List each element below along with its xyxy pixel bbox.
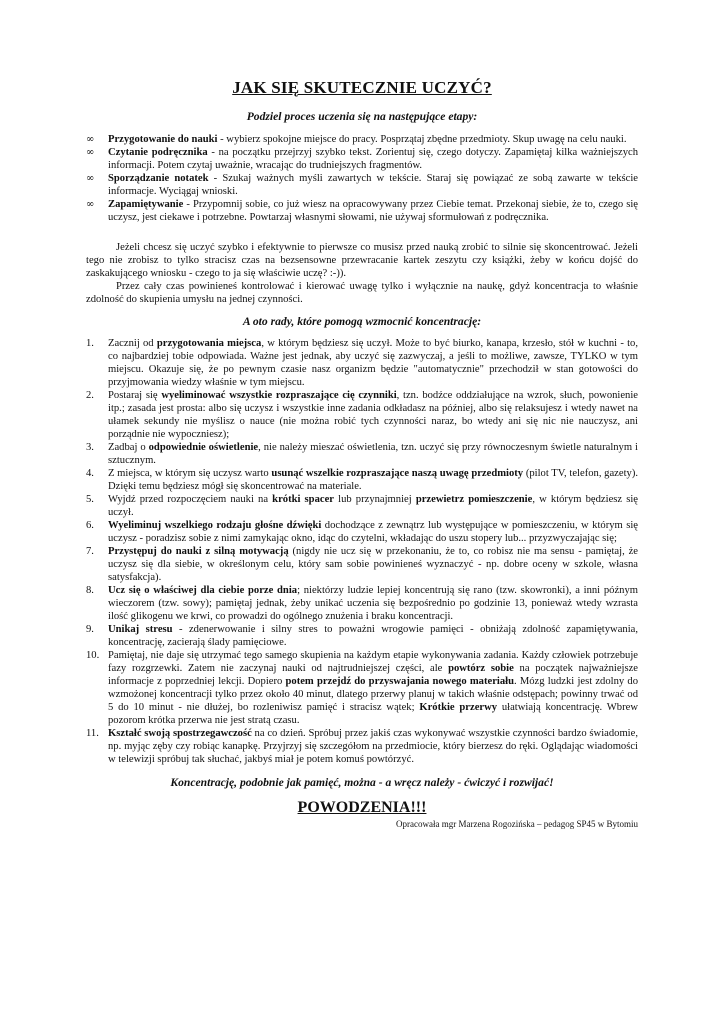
tip-text: Zadbaj o [108, 442, 149, 453]
stage-item [86, 146, 638, 172]
stage-item [86, 198, 638, 224]
stage-text: - Przypomnij sobie, co już wiesz na opracowywany przez Ciebie temat. Przekonaj siebie, że to, czego się uczysz, jest ciekawe i potrzebne. Powtarzaj własnymi słowami, nie używaj sformułowań z podręcznika. [108, 199, 638, 223]
tip-emphasis: potem przejdź do przyswajania nowego materiału [285, 676, 514, 687]
stages-subtitle: Podziel proces uczenia się na następujące etapy: [246, 110, 478, 123]
tip-text: , w którym będziesz się uczył. [108, 494, 639, 518]
stage-item [86, 172, 638, 198]
closing-line: Koncentrację, podobnie jak pamięć, można - a wręcz należy - ćwiczyć i rozwijać! [170, 776, 554, 789]
tip-number: 8. [86, 585, 94, 596]
tip-text: , tzn. bodźce oddziałujące na wzrok, słuch, powonienie itp.; zasada jest prosta: albo się uczysz i wszystkie inne zadania odkładasz na później, albo się relaksujesz i wtedy nawet na ułamek sekundy nie myślisz o nauce (nie można robić tych czynności naraz, bo wtedy ani się nic nie nauczysz, ani porządnie nie wypoczniesz); [108, 390, 639, 440]
tips-list [86, 337, 638, 766]
tip-number: 9. [86, 624, 94, 635]
tip-item [86, 519, 638, 545]
infinity-bullet-icon: ∞ [86, 199, 95, 210]
tip-number: 3. [86, 442, 94, 453]
tip-number: 5. [86, 494, 94, 505]
tip-emphasis: wyeliminować wszystkie rozpraszające cię czynniki [161, 390, 397, 401]
stage-heading: Zapamiętywanie [108, 199, 184, 210]
tip-text: Wyjdź przed rozpoczęciem nauki na [108, 494, 273, 505]
stage-text: - wybierz spokojne miejsce do pracy. Posprzątaj zbędne przedmioty. Skup uwagę na celu nauki. [217, 134, 627, 145]
tip-item [86, 441, 638, 467]
stages-list [86, 133, 638, 224]
stage-text: - Szukaj ważnych myśli zawartych w tekście. Staraj się powiązać ze sobą zawarte w tekście informacje. Wyciągaj wnioski. [108, 173, 638, 197]
tip-emphasis: krótki spacer [272, 494, 334, 505]
tip-text: ; niektórzy ludzie lepiej koncentrują się rano (tzw. skowronki), a inni późnym wieczorem (tzw. sowy); pamiętaj jednak, żeby unikać uczenia się bezpośrednio po godzinie 13, ponieważ wtedy wzrasta ilość glikogenu we krwi, co prowadzi do ogólnego znużenia i braku koncentracji. [108, 585, 638, 622]
tip-item [86, 467, 638, 493]
tip-item [86, 389, 638, 441]
tip-emphasis: Ucz się o właściwej dla ciebie porze dnia [108, 585, 298, 596]
tip-text: , nie należy mieszać oświetlenia, tzn. uczyć się przy równoczesnym świetle naturalnym i sztucznym. [108, 442, 638, 466]
attention-paragraph: Przez cały czas powinieneś kontrolować i kierować uwagę tylko i wyłącznie na naukę, gdyż koncentracja to właśnie zdolność do skupienia umysłu na jednej czynności. [86, 281, 638, 305]
tip-emphasis: Wyeliminuj wszelkiego rodzaju głośne dźwięki [108, 520, 322, 531]
tip-item [86, 493, 638, 519]
tip-emphasis: odpowiednie oświetlenie [148, 442, 259, 453]
tip-number: 7. [86, 546, 94, 557]
stage-heading: Przygotowanie do nauki [108, 134, 218, 145]
stage-text: - na początku przejrzyj szybko tekst. Zorientuj się, czego dotyczy. Zapamiętaj kilka ważniejszych informacji. Potem czytaj uważnie, wracając do trudniejszych fragmentów. [108, 147, 638, 171]
tip-text: Zacznij od [108, 338, 157, 349]
tip-text: , w którym będziesz się uczył. Może to być biurko, kanapa, krzesło, stół w kuchni - to, co najbardziej tobie odpowiada. Ważne jest jednak, aby uczyć się zazwyczaj, a jeśli to możliwe, zawsze, TYLKO w tym miejscu. Okazuje się, że po pewnym czasie nasz organizm będzie "automatycznie" przechodził w stan gotowości do przyjmowania wiedzy właśnie w tym miejscu. [108, 338, 639, 388]
tip-text: . Mózg ludzki jest zdolny do wzmożonej koncentracji tylko przez około 40 minut, dlatego przerwy planuj w takich właśnie odstępach; powinny trwać od 5 do 10 minut - nie dłużej, bo rozleniwisz pamięć i stracisz wątek; [108, 676, 638, 713]
stage-item [86, 133, 638, 146]
author-credit: Opracowała mgr Marzena Rogozińska – pedagog SP45 w Bytomiu [396, 819, 638, 829]
tip-number: 2. [86, 390, 94, 401]
tip-emphasis: przygotowania miejsca [156, 338, 262, 349]
tip-text: na początek najważniejsze informacje z poprzedniej lekcji. Dopiero [108, 663, 638, 687]
tip-emphasis: Unikaj stresu [108, 624, 173, 635]
tip-item [86, 649, 638, 727]
stage-heading: Czytanie podręcznika [108, 147, 208, 158]
document-page [86, 78, 638, 830]
tip-emphasis: Kształć swoją spostrzegawczość [108, 728, 252, 739]
infinity-bullet-icon: ∞ [86, 173, 95, 184]
tips-subtitle: A oto rady, które pomogą wzmocnić koncentrację: [242, 315, 482, 328]
tip-text: na co dzień. Spróbuj przez jakiś czas wykonywać wszystkie czynności bardzo świadomie, np. myjąc zęby czy robiąc kanapkę. Przyjrzyj się szczegółom na przedmiocie, który bierzesz do ręki. Oglądając wiadomości w telewizji spróbuj tak słuchać, jakbyś miał je potem komuś powtórzyć. [108, 728, 638, 765]
tip-item [86, 584, 638, 623]
tip-emphasis: przewietrz pomieszczenie [415, 494, 533, 505]
stage-heading: Sporządzanie notatek [108, 173, 209, 184]
tip-item [86, 545, 638, 584]
good-luck-heading: POWODZENIA!!! [297, 799, 427, 816]
tip-text: (pilot TV, telefon, gazety). Dzięki temu będziesz mógł się skoncentrować na materiale. [108, 468, 638, 492]
tip-number: 6. [86, 520, 94, 531]
tip-text: - zdenerwowanie i silny stres to poważni wrogowie pamięci - obniżają zdolność zapamiętywania, koncentrację, zacierają ślady pamięciowe. [108, 624, 638, 648]
tip-text: dochodzące z zewnątrz lub występujące w pomieszczeniu, w którym się uczysz - poradzisz sobie z nimi zamykając okno, idąc do czytelni, wkładając do uszu stopery lub... przyzwyczajając się; [108, 520, 638, 544]
document-title: JAK SIĘ SKUTECZNIE UCZYĆ? [232, 78, 492, 97]
tip-text: ułatwiają koncentrację. Wbrew pozorom krótka przerwa nie jest stratą czasu. [108, 702, 638, 726]
tip-text: (nigdy nie ucz się w przekonaniu, że to, co robisz nie ma sensu - pamiętaj, że uczysz się dla siebie, w określonym celu, który sam sobie powinieneś wyznaczyć - np. dobre oceny w szkole, własna satysfakcja). [108, 546, 638, 583]
infinity-bullet-icon: ∞ [86, 134, 95, 145]
tip-item [86, 623, 638, 649]
tip-text: Pamiętaj, nie daje się utrzymać tego samego skupienia na każdym etapie wykonywania zadania. Każdy człowiek potrzebuje fazy rozgrzewki. Zatem nie zaczynaj nauki od najtrudniejszej części, ale [108, 650, 638, 674]
tip-emphasis: usunąć wszelkie rozpraszające naszą uwagę przedmioty [271, 468, 524, 479]
tip-emphasis: powtórz sobie [448, 663, 514, 674]
infinity-bullet-icon: ∞ [86, 147, 95, 158]
concentration-paragraph: Jeżeli chcesz się uczyć szybko i efektywnie to pierwsze co musisz przed nauką zrobić to silnie się skoncentrować. Jeżeli tego nie zrobisz to tylko stracisz czas na bezsensowne przewracanie kartek zeszytu czy książki, żeby w końcu dojść do zaskakującego wniosku - czego to ja się właściwie uczę? :-)). [86, 242, 638, 279]
tip-number: 11. [86, 728, 99, 739]
tip-item [86, 337, 638, 389]
tip-text: Postaraj się [108, 390, 162, 401]
tip-text: Z miejsca, w którym się uczysz warto [108, 468, 272, 479]
tip-emphasis: Przystępuj do nauki z silną motywacją [108, 546, 289, 557]
tip-number: 4. [86, 468, 94, 479]
tip-number: 1. [86, 338, 94, 349]
tip-number: 10. [86, 650, 100, 661]
tip-text: lub przynajmniej [333, 494, 416, 505]
tip-emphasis: Krótkie przerwy [419, 702, 498, 713]
tip-item [86, 727, 638, 766]
